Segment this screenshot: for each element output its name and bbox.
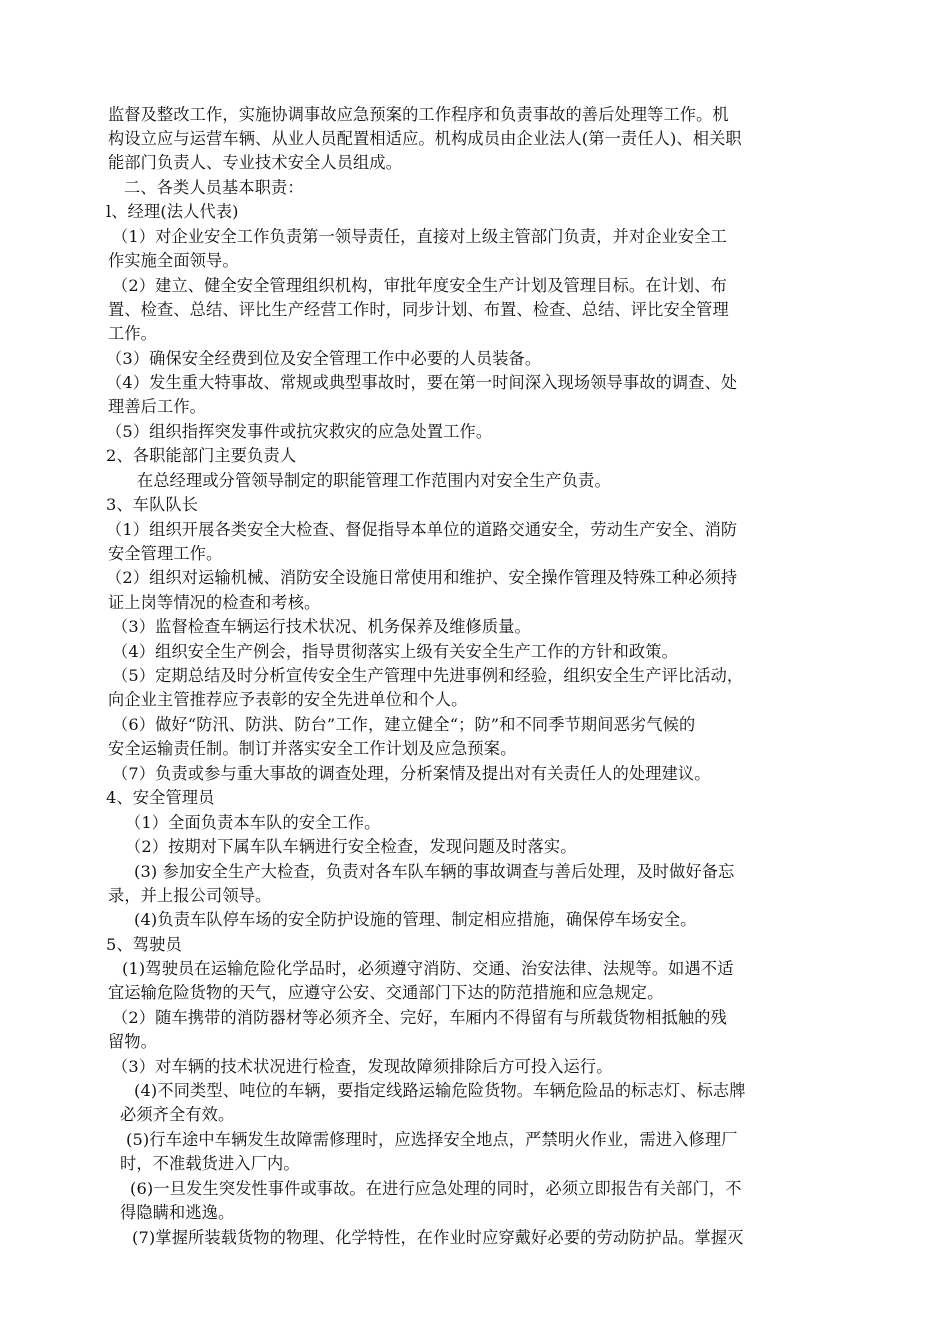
text-line: （6）做好“防汛、防洪、防台”工作，建立健全“；防”和不同季节期间恶劣气候的: [112, 715, 696, 734]
text-line: （1）对企业安全工作负责第一领导责任，直接对上级主管部门负责，并对企业安全工: [112, 227, 727, 246]
text-line: 作实施全面领导。: [108, 251, 239, 270]
text-line: 构设立应与运营车辆、从业人员配置相适应。机构成员由企业法人(第一责任人)、相关职: [108, 129, 742, 148]
text-line: 工作。: [108, 324, 158, 343]
text-line: 监督及整改工作，实施协调事故应急预案的工作程序和负责事故的善后处理等工作。机: [108, 105, 729, 124]
text-line: 向企业主管推荐应予表彰的安全先进单位和个人。: [108, 690, 468, 709]
subsection-heading: 4、安全管理员: [106, 788, 215, 807]
text-line: (4)不同类型、吨位的车辆，要指定线路运输危险货物。车辆危险品的标志灯、标志牌: [134, 1081, 746, 1100]
text-line: 必须齐全有效。: [120, 1105, 235, 1124]
text-line: （1）组织开展各类安全大检查、督促指导本单位的道路交通安全，劳动生产安全、消防: [106, 520, 738, 539]
text-line: 安全运输责任制。制订并落实安全工作计划及应急预案。: [108, 739, 517, 758]
text-line: 能部门负责人、专业技术安全人员组成。: [108, 153, 403, 172]
text-line: (1)驾驶员在运输危险化学品时，必须遵守消防、交通、治安法律、法规等。如遇不适: [122, 959, 734, 978]
text-line: 在总经理或分管领导制定的职能管理工作范围内对安全生产负责。: [137, 471, 611, 490]
text-line: （5）组织指挥突发事件或抗灾救灾的应急处置工作。: [106, 422, 493, 441]
text-line: （3）监督检查车辆运行技术状况、机务保养及维修质量。: [112, 617, 531, 636]
text-line: 理善后工作。: [108, 397, 207, 416]
text-line: （2）随车携带的消防器材等必须齐全、完好，车厢内不得留有与所载货物相抵触的残: [112, 1008, 727, 1027]
text-line: (7)掌握所装载货物的物理、化学特性，在作业时应穿戴好必要的劳动防护品。掌握灭: [132, 1228, 744, 1247]
text-line: （5）定期总结及时分析宣传安全生产管理中先进事例和经验，组织安全生产评比活动，: [112, 666, 744, 685]
text-line: （3）确保安全经费到位及安全管理工作中必要的人员装备。: [106, 349, 542, 368]
text-line: （1）全面负责本车队的安全工作。: [125, 813, 381, 832]
subsection-heading: 5、驾驶员: [106, 935, 182, 954]
text-line: 证上岗等情况的检查和考核。: [108, 593, 321, 612]
text-line: (3) 参加安全生产大检查，负责对各车队车辆的事故调查与善后处理，及时做好备忘: [134, 862, 735, 881]
text-line: (4)负责车队停车场的安全防护设施的管理、制定相应措施，确保停车场安全。: [134, 910, 697, 929]
text-line: （2）组织对运输机械、消防安全设施日常使用和维护、安全操作管理及特殊工种必须持: [106, 568, 738, 587]
text-line: 时，不准载货进入厂内。: [120, 1154, 300, 1173]
text-line: 录，并上报公司领导。: [108, 886, 272, 905]
text-line: （4）组织安全生产例会，指导贯彻落实上级有关安全生产工作的方针和政策。: [112, 642, 678, 661]
text-line: 得隐瞒和逃逸。: [120, 1203, 235, 1222]
text-line: （2）按期对下属车队车辆进行安全检查，发现问题及时落实。: [125, 837, 577, 856]
text-line: 置、检查、总结、评比生产经营工作时，同步计划、布置、检查、总结、评比安全管理: [108, 300, 729, 319]
subsection-heading: 3、车队队长: [106, 495, 199, 514]
text-line: (6)一旦发生突发性事件或事故。在进行应急处理的同时，必须立即报告有关部门，不: [130, 1179, 742, 1198]
text-line: 留物。: [108, 1032, 158, 1051]
subsection-heading: 2、各职能部门主要负责人: [106, 446, 297, 465]
text-line: （3）对车辆的技术状况进行检查，发现故障须排除后方可投入运行。: [112, 1057, 613, 1076]
text-line: (5)行车途中车辆发生故障需修理时，应选择安全地点，严禁明火作业，需进入修理厂: [126, 1130, 738, 1149]
text-line: 宜运输危险货物的天气，应遵守公安、交通部门下达的防范措施和应急规定。: [108, 983, 664, 1002]
text-line: （7）负责或参与重大事故的调查处理，分析案情及提出对有关责任人的处理建议。: [112, 764, 711, 783]
section-heading: 二、各类人员基本职责：: [124, 178, 304, 197]
subsection-heading: l、经理(法人代表): [106, 202, 239, 221]
text-line: （2）建立、健全安全管理组织机构，审批年度安全生产计划及管理目标。在计划、布: [112, 276, 727, 295]
text-line: 安全管理工作。: [108, 544, 223, 563]
text-line: （4）发生重大特事故、常规或典型事故时，要在第一时间深入现场领导事故的调查、处: [106, 373, 738, 392]
